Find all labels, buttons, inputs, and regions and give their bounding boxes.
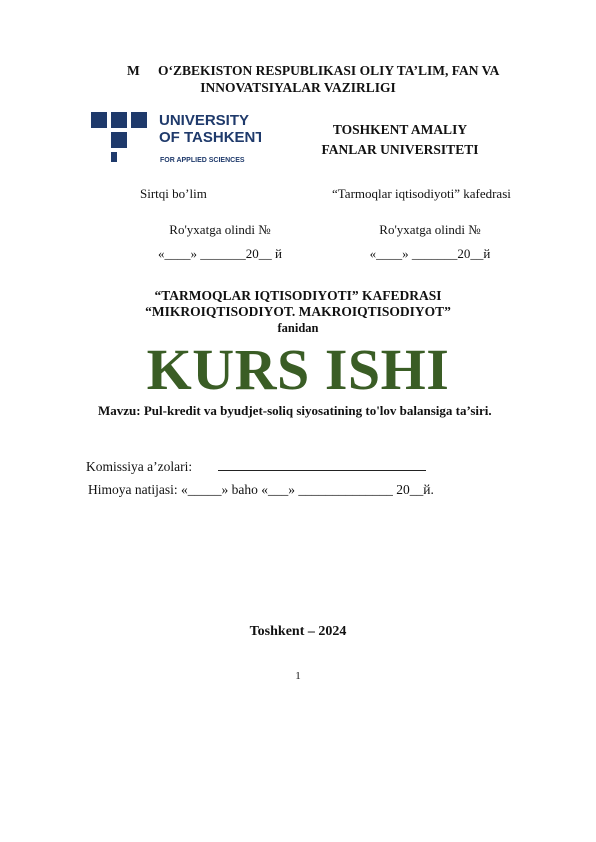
heading-line-1: “TARMOQLAR IQTISODIYOTI” KAFEDRASI [154,288,442,303]
defense-result: Himoya natijasi: «_____» baho «___» ______________ 20__й. [88,482,434,497]
commission-row [86,458,426,475]
course-heading [0,288,596,336]
university-logo [91,110,261,166]
ministry-line-2: INNOVATSIYALAR VAZIRLIGI [200,80,396,95]
university-logo-mark [91,110,261,166]
city-year: Toshkent – 2024 [249,624,347,639]
registration-left-line-2: «____» _______20__ й [158,246,282,261]
registration-left [110,218,330,266]
ministry-line-1: O‘ZBEKISTON RESPUBLIKASI OLIY TA’LIM, FAN VA [158,63,500,78]
commission-label: Komissiya a’zolari: [86,459,193,474]
page-number: 1 [295,670,301,682]
heading-line-3: fanidan [277,321,319,335]
topic: Mavzu: Pul-kredit va byudjet-soliq siyosatining to'lov balansiga ta’siri. [98,403,492,418]
registration-right-line-1: Ro'yxatga olindi № [379,222,481,237]
heading-line-2: “MIKROIQTISODIYOT. MAKROIQTISODIYOT” [145,304,451,319]
logo-line-1: UNIVERSITY [159,112,250,129]
commission-signature-line [218,458,426,471]
university-line-1: TOSHKENT AMALIY [332,122,468,137]
university-line-2: FANLAR UNIVERSITETI [321,142,479,157]
department-right: “Tarmoqlar iqtisodiyoti” kafedrasi [332,186,511,201]
university-name [300,120,500,160]
logo-line-3: FOR APPLIED SCIENCES [160,157,245,164]
logo-line-2: OF TASHKENT [159,129,261,146]
ministry-letter: M [127,63,140,78]
document-title: KURS ISHI [146,337,450,402]
registration-left-line-1: Ro'yxatga olindi № [169,222,271,237]
department-left: Sirtqi bo’lim [140,186,207,201]
registration-right-line-2: «____» _______20__й [369,246,491,261]
registration-right [330,218,530,266]
